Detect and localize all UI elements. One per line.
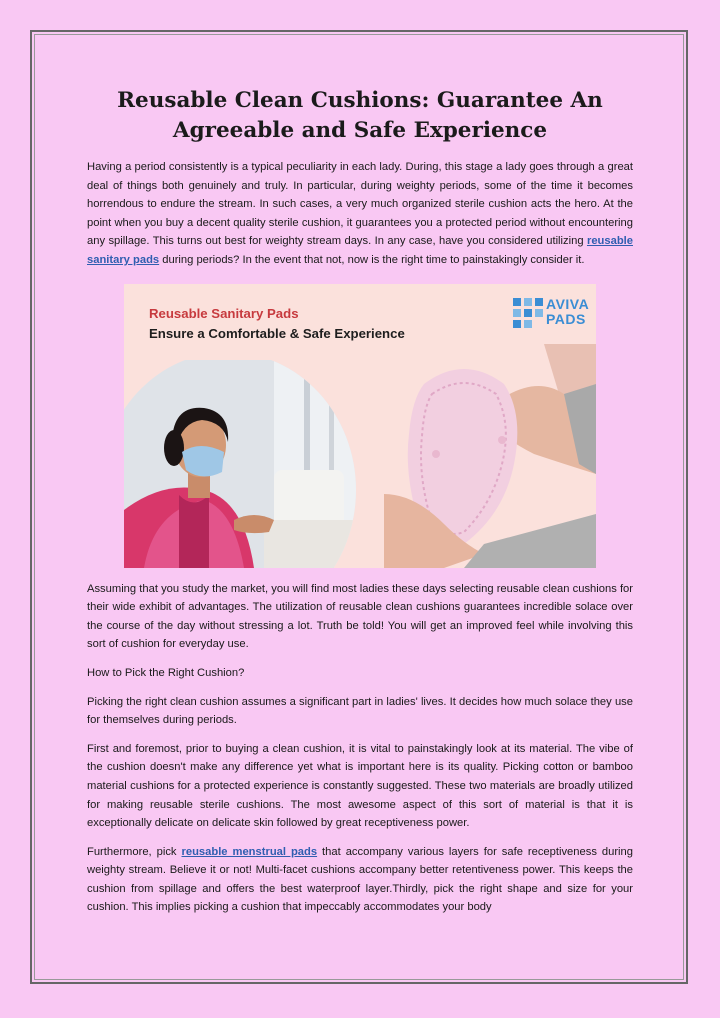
paragraph-material: First and foremost, prior to buying a clean cushion, it is vital to painstakingly look at its material. The vibe of the cushion doesn't make any difference yet what is important here is its quality. Picking cotton or bamboo material cushions for a protected experience is constantly suggested. These two materials are broadly utilized for making reusable sterile cushions. The most awesome aspect of this sort of material is that it is exceptionally delicate on delicate skin followed by great receptiveness power. [87, 742, 633, 830]
paragraph-intro-text-1: Having a period consistently is a typical peculiarity in each lady. During, this stage a lady goes through a great deal of things both genuinely and truly. In particular, during weighty periods, some of the time it becomes horrendous to endure the stream. In such cases, a very much organized sterile cushion acts the hero. At the point when you buy a decent quality sterile cushion, it guarantees you a protected period without encountering any spillage. This turns out best for weighty stream days. In any case, have you considered utilizing [87, 161, 633, 248]
page-title: Reusable Clean Cushions: Guarantee An Agreeable and Safe Experience [117, 88, 603, 143]
aviva-pads-logo-icon [513, 298, 543, 328]
paragraph-layers-text-2: that accompany various layers for safe receptiveness during weighty stream. Believe it or not! Multi-facet cushions accompany better retentiveness power. This keeps the cushion from spillage and offers the best waterproof layer.Thirdly, pick the right shape and size for your cushion. This implies picking a cushion that impeccably accommodates your body [87, 845, 633, 914]
paragraph-picking: Picking the right clean cushion assumes a significant part in ladies' lives. It decides how much solace they use for themselves during periods. [87, 695, 633, 727]
logo-line-1: AVIVA [546, 295, 590, 312]
reusable-sanitary-pads-link[interactable]: reusable sanitary pads [87, 235, 633, 266]
paragraph-layers [87, 843, 633, 917]
reusable-pad-in-hands-photo [384, 344, 596, 568]
section-heading: How to Pick the Right Cushion? [87, 666, 245, 679]
paragraph-intro-text-2: during periods? In the event that not, now is the right time to painstakingly consider it. [159, 253, 585, 266]
paragraph-market: Assuming that you study the market, you will find most ladies these days selecting reusable clean cushions for their wide exhibit of advantages. The utilization of reusable clean cushions guarantees incredible solace over the course of the day without stressing a lot. Truth be told! You will get an improved feel while involving this sort of cushion for everyday use. [87, 582, 633, 651]
aviva-pads-logo-text [546, 297, 589, 327]
document-body [87, 86, 633, 927]
reusable-menstrual-pads-link[interactable]: reusable menstrual pads [181, 845, 318, 858]
paragraph-intro [87, 158, 633, 270]
paragraph-layers-text-1: Furthermore, pick [87, 845, 182, 858]
banner-subtitle: Ensure a Comfortable & Safe Experience [149, 325, 405, 341]
logo-line-2: PADS [546, 310, 586, 327]
woman-sewing-photo [124, 360, 356, 568]
banner-image [124, 284, 596, 568]
banner-title: Reusable Sanitary Pads [149, 305, 299, 321]
